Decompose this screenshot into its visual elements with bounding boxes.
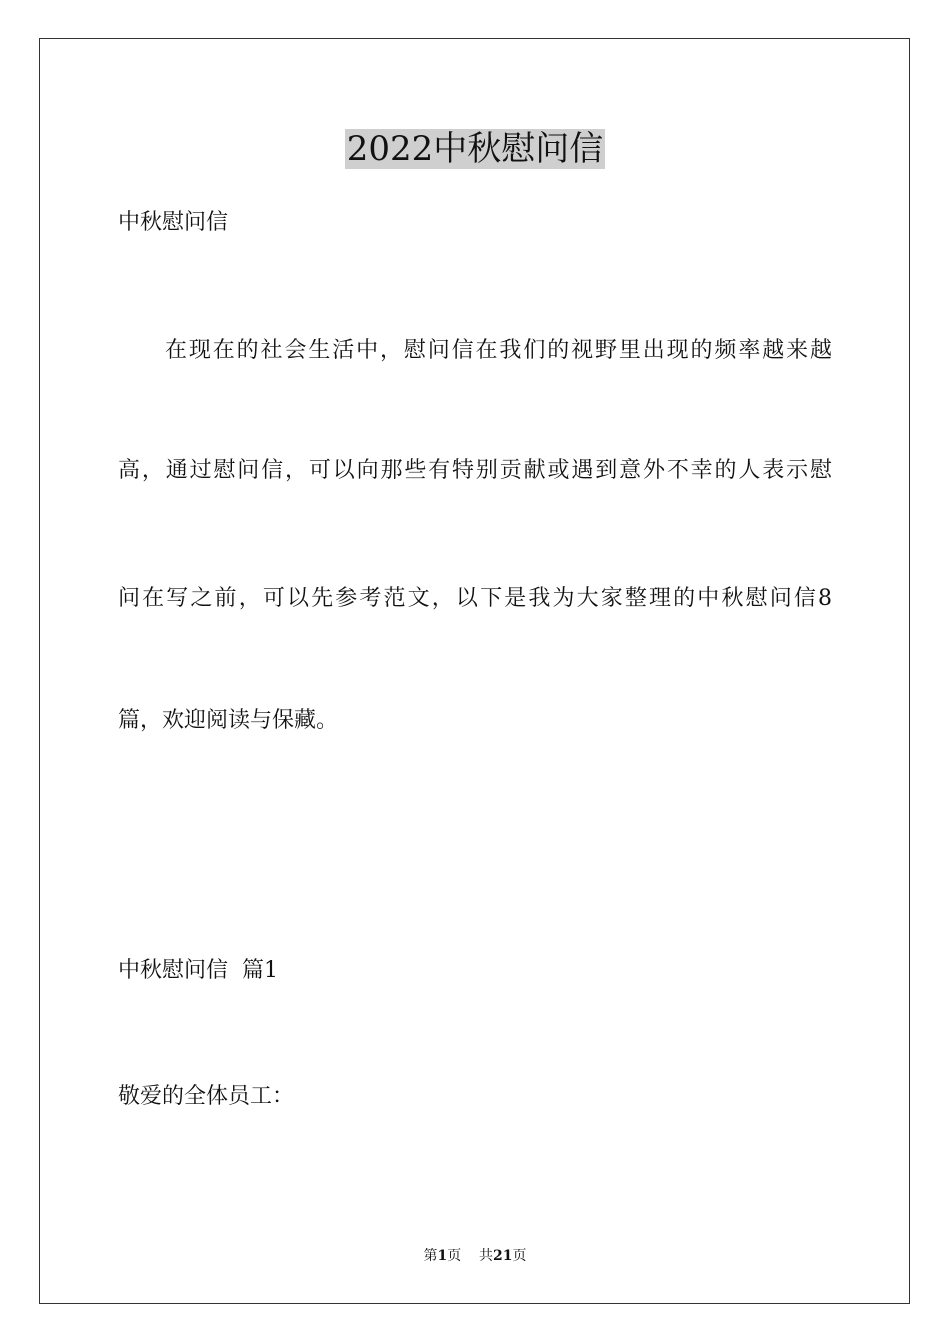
document-subtitle: 中秋慰问信 [118,210,229,235]
footer-page-suffix: 页 [447,1248,462,1264]
document-title-text: 2022中秋慰问信 [346,129,604,169]
salutation: 敬爱的全体员工： [118,1084,295,1109]
page-footer [0,1246,950,1266]
footer-total-pages: 21 [493,1248,513,1264]
intro-line-4: 篇，欢迎阅读与保藏。 [118,708,339,733]
section-heading: 中秋慰问信 篇1 [118,958,278,983]
footer-total-prefix: 共 [479,1248,494,1264]
footer-total-suffix: 页 [512,1248,527,1264]
intro-line-2: 高，通过慰问信，可以向那些有特别贡献或遇到意外不幸的人表示慰 [118,458,832,483]
intro-line-1: 在现在的社会生活中，慰问信在我们的视野里出现的频率越来越 [165,338,832,363]
footer-page-prefix: 第 [423,1248,438,1264]
footer-page-number: 1 [437,1248,448,1264]
intro-line-3: 问在写之前，可以先参考范文，以下是我为大家整理的中秋慰问信8 [118,586,832,611]
document-title [0,128,950,170]
